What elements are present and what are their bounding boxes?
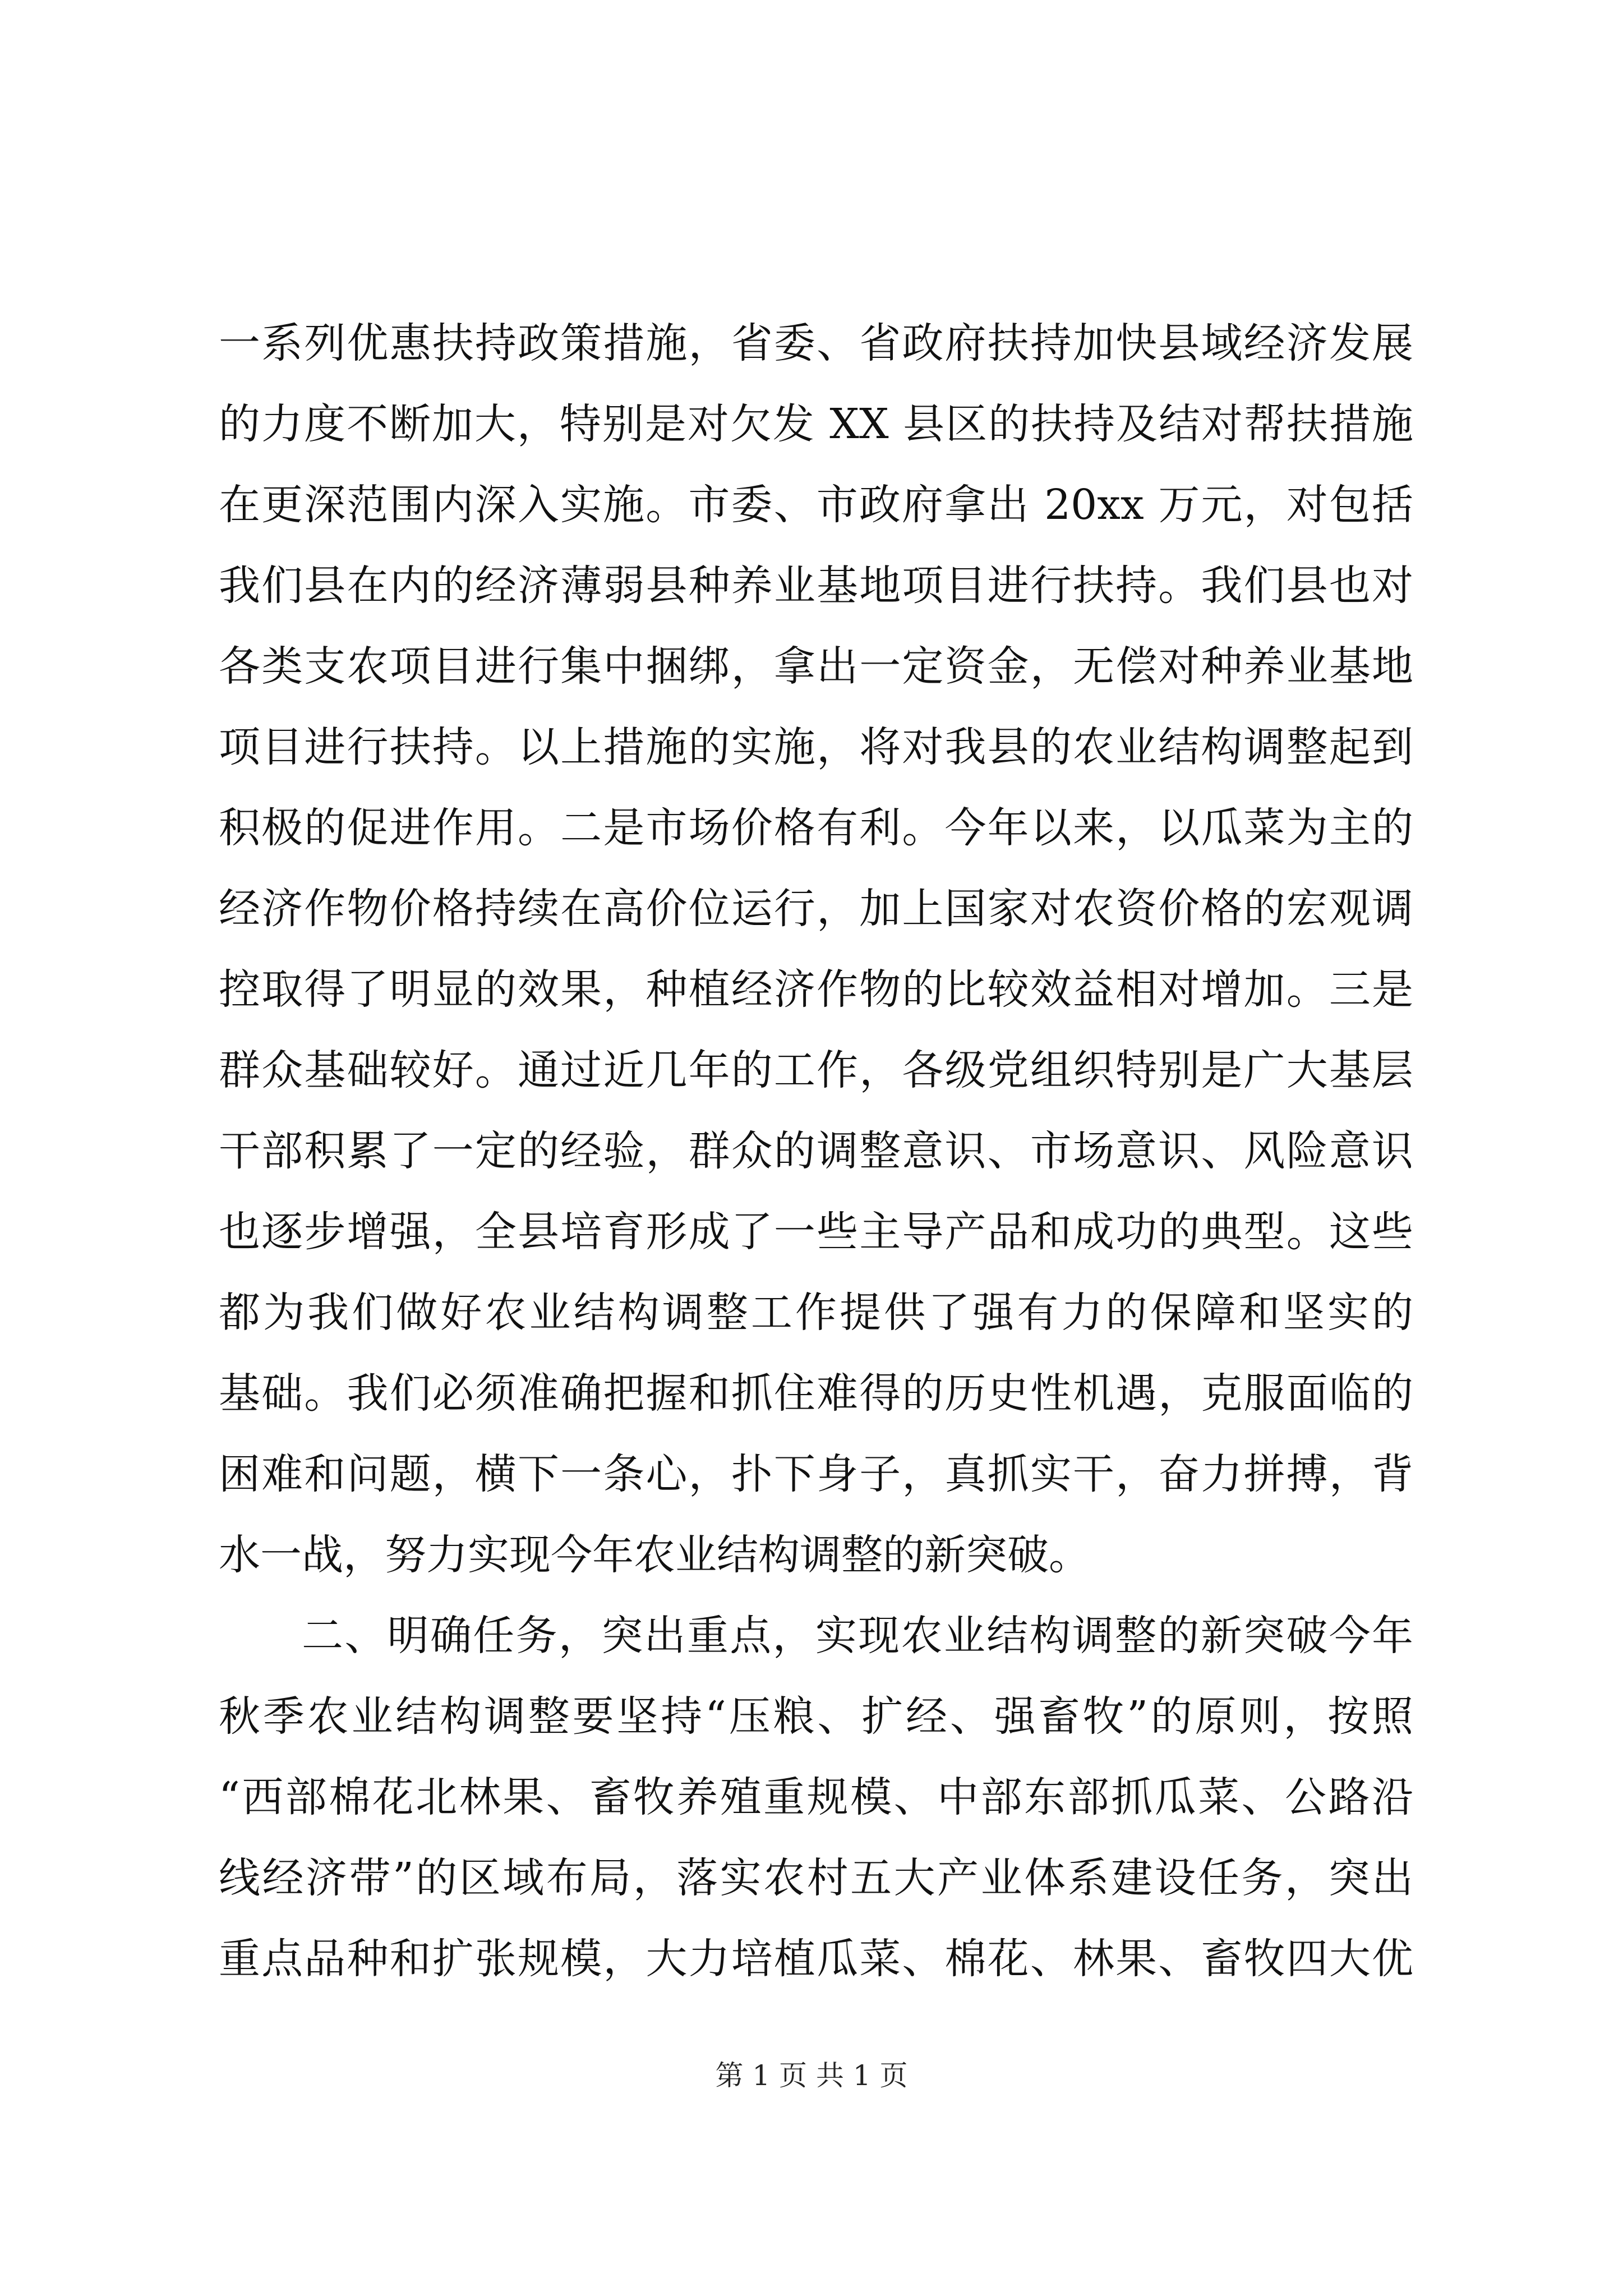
page-number-label: 第 1 页 共 1 页: [715, 2059, 908, 2092]
paragraph-end-line: 水一战，努力实现今年农业结构调整的新突破。: [219, 1531, 1090, 1579]
text-line: 各类支农项目进行集中捆绑，拿出一定资金，无偿对种养业基地: [219, 642, 1413, 691]
text-line: 基础。我们必须准确把握和抓住难得的历史性机遇，克服面临的: [219, 1369, 1413, 1418]
text-line: 的力度不断加大，特别是对欠发 XX 县区的扶持及结对帮扶措施: [219, 400, 1413, 448]
page-footer: [0, 2056, 1623, 2095]
text-line: 线经济带”的区域布局，落实农村五大产业体系建设任务，突出: [219, 1854, 1413, 1902]
text-line: 经济作物价格持续在高价位运行，加上国家对农资价格的宏观调: [219, 885, 1413, 933]
text-line: 在更深范围内深入实施。市委、市政府拿出 20xx 万元，对包括: [219, 481, 1413, 529]
text-line: 秋季农业结构调整要坚持“压粮、扩经、强畜牧”的原则，按照: [219, 1692, 1413, 1741]
text-line: 群众基础较好。通过近几年的工作，各级党组织特别是广大基层: [219, 1046, 1413, 1094]
text-line: 重点品种和扩张规模，大力培植瓜菜、棉花、林果、畜牧四大优: [219, 1935, 1413, 1983]
text-line: 都为我们做好农业结构调整工作提供了强有力的保障和坚实的: [219, 1289, 1413, 1337]
body-text: [219, 303, 1413, 1999]
text-line: 困难和问题，横下一条心，扑下身子，真抓实干，奋力拼搏，背: [219, 1450, 1413, 1498]
text-line: 干部积累了一定的经验，群众的调整意识、市场意识、风险意识: [219, 1127, 1413, 1175]
text-line: 控取得了明显的效果，种植经济作物的比较效益相对增加。三是: [219, 965, 1413, 1014]
text-line: “西部棉花北林果、畜牧养殖重规模、中部东部抓瓜菜、公路沿: [219, 1773, 1413, 1821]
text-line: 一系列优惠扶持政策措施，省委、省政府扶持加快县域经济发展: [219, 319, 1413, 367]
text-line: 我们县在内的经济薄弱县种养业基地项目进行扶持。我们县也对: [219, 562, 1413, 610]
text-line: 积极的促进作用。二是市场价格有利。今年以来，以瓜菜为主的: [219, 804, 1413, 852]
text-line: 项目进行扶持。以上措施的实施，将对我县的农业结构调整起到: [219, 723, 1413, 771]
text-line: 也逐步增强，全县培育形成了一些主导产品和成功的典型。这些: [219, 1208, 1413, 1256]
section-heading-line: 二、明确任务，突出重点，实现农业结构调整的新突破今年: [302, 1612, 1413, 1660]
